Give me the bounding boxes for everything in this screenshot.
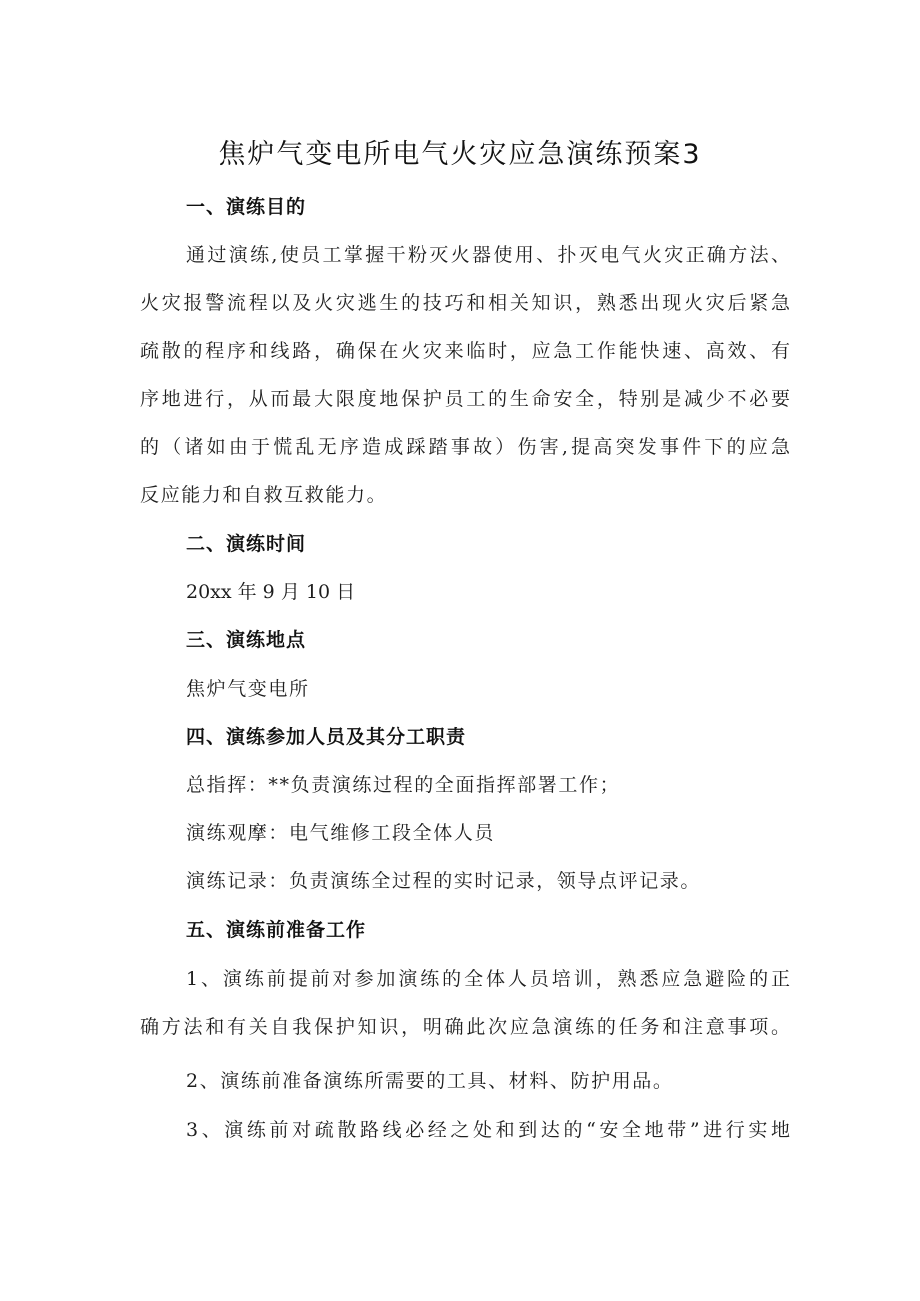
- paragraph-line: 疏散的程序和线路，确保在火灾来临时，应急工作能快速、高效、有: [140, 340, 790, 362]
- paragraph-line: 的（诸如由于慌乱无序造成踩踏事故）伤害,提高突发事件下的应急: [140, 436, 790, 458]
- paragraph-line: 通过演练,使员工掌握干粉灭火器使用、扑灭电气火灾正确方法、: [186, 244, 790, 266]
- personnel-line: 演练记录：负责演练全过程的实时记录，领导点评记录。: [186, 870, 702, 892]
- paragraph-line: 反应能力和自救互救能力。: [140, 484, 388, 506]
- section-heading-preparation: 五、演练前准备工作: [186, 919, 367, 941]
- section-heading-purpose: 一、演练目的: [186, 196, 307, 218]
- paragraph-line: 火灾报警流程以及火灾逃生的技巧和相关知识，熟悉出现火灾后紧急: [140, 292, 790, 314]
- preparation-line: 1、演练前提前对参加演练的全体人员培训，熟悉应急避险的正: [186, 968, 790, 990]
- section-heading-time: 二、演练时间: [186, 533, 307, 555]
- section-heading-personnel: 四、演练参加人员及其分工职责: [186, 726, 467, 748]
- section-heading-location: 三、演练地点: [186, 629, 307, 651]
- drill-location: 焦炉气变电所: [186, 678, 310, 700]
- preparation-line: 2、演练前准备演练所需要的工具、材料、防护用品。: [186, 1070, 674, 1092]
- preparation-line: 3、演练前对疏散路线必经之处和到达的“安全地带”进行实地: [186, 1119, 790, 1141]
- document-title: 焦炉气变电所电气火灾应急演练预案3: [218, 139, 702, 170]
- preparation-line: 确方法和有关自我保护知识，明确此次应急演练的任务和注意事项。: [140, 1016, 790, 1038]
- personnel-line: 总指挥：**负责演练过程的全面指挥部署工作；: [186, 774, 621, 796]
- drill-date: 20xx 年 9 月 10 日: [186, 581, 356, 603]
- paragraph-line: 序地进行，从而最大限度地保护员工的生命安全，特别是减少不必要: [140, 388, 790, 410]
- personnel-line: 演练观摩：电气维修工段全体人员: [186, 822, 496, 844]
